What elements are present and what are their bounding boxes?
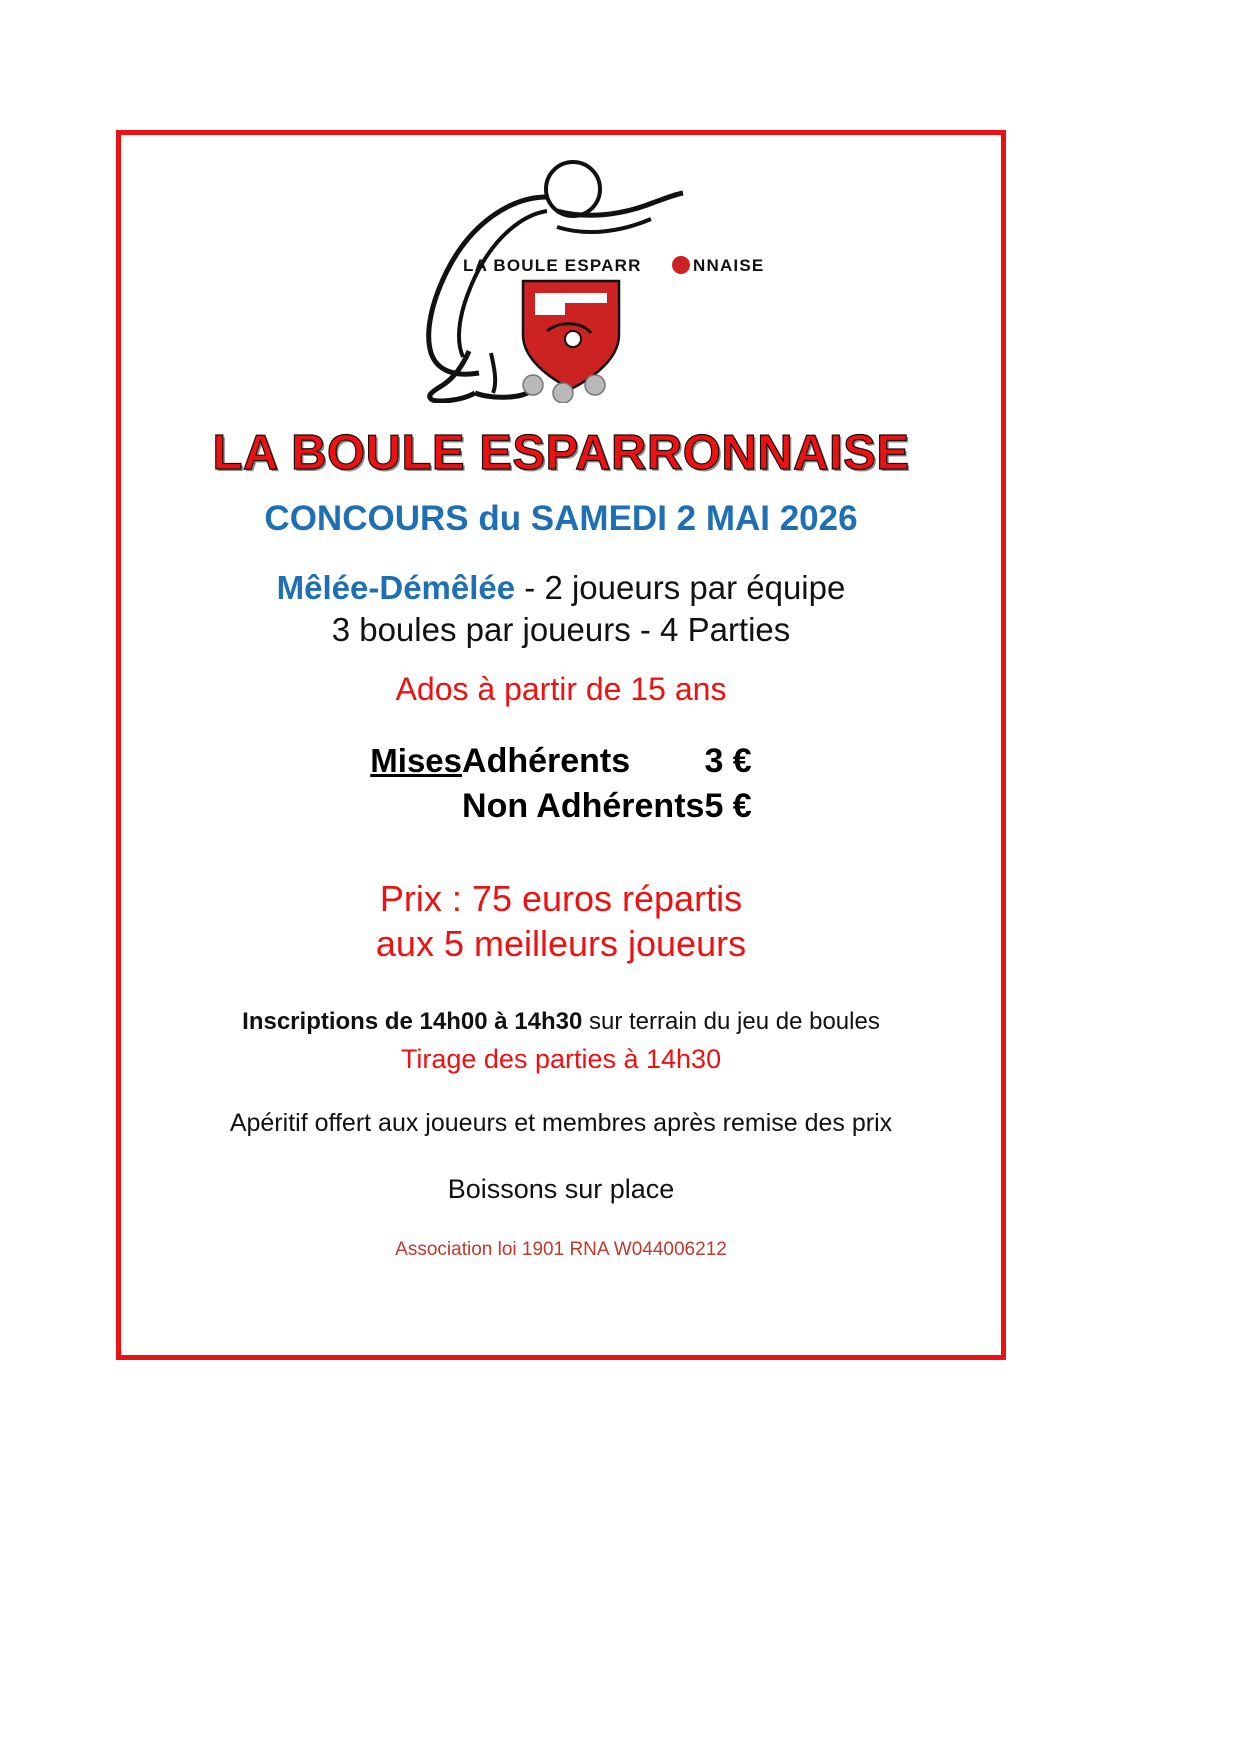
fees-label: Mises	[370, 742, 463, 779]
aperitif-line: Apéritif offert aux joueurs et membres après remise des prix	[229, 1109, 893, 1137]
fees-price-non-adherents: 5 €	[704, 787, 752, 825]
fees-tier-non-adherents: Non Adhérents	[462, 787, 705, 825]
fees-table	[370, 742, 751, 832]
inscriptions-place: sur terrain du jeu de boules	[582, 1008, 880, 1035]
logo-block	[121, 153, 1001, 423]
club-shield-icon	[523, 281, 619, 389]
fees-block	[121, 742, 1001, 832]
prize-block	[121, 876, 1001, 966]
svg-text:LA BOULE ESPARR: LA BOULE ESPARR	[463, 256, 642, 275]
poster-inner	[121, 153, 1001, 1373]
format-line-2: 3 boules par joueurs - 4 Parties	[331, 611, 791, 648]
prize-line-1: Prix : 75 euros répartis	[379, 878, 743, 919]
prize-line-2: aux 5 meilleurs joueurs	[375, 923, 747, 964]
draw-time-line: Tirage des parties à 14h30	[400, 1044, 722, 1074]
drinks-line: Boissons sur place	[447, 1174, 675, 1204]
format-line-1	[121, 569, 1001, 607]
contest-date-line: CONCOURS du SAMEDI 2 MAI 2026	[264, 499, 858, 538]
association-legal-line: Association loi 1901 RNA W044006212	[395, 1239, 727, 1260]
table-row	[370, 742, 751, 787]
format-type-rest: - 2 joueurs par équipe	[515, 569, 846, 606]
inscriptions-line	[121, 1008, 1001, 1036]
format-type-label: Mêlée-Démêlée	[276, 569, 516, 606]
inscriptions-time: Inscriptions de 14h00 à 14h30	[242, 1008, 583, 1035]
club-title: LA BOULE ESPARRONNAISE	[212, 426, 910, 480]
fees-tier-adherents: Adhérents	[462, 742, 631, 780]
age-requirement: Ados à partir de 15 ans	[395, 671, 727, 707]
svg-text:NNAISE: NNAISE	[693, 256, 765, 275]
fees-price-adherents: 3 €	[704, 742, 752, 780]
poster-frame	[116, 130, 1006, 1360]
petanque-player-logo	[351, 153, 771, 403]
